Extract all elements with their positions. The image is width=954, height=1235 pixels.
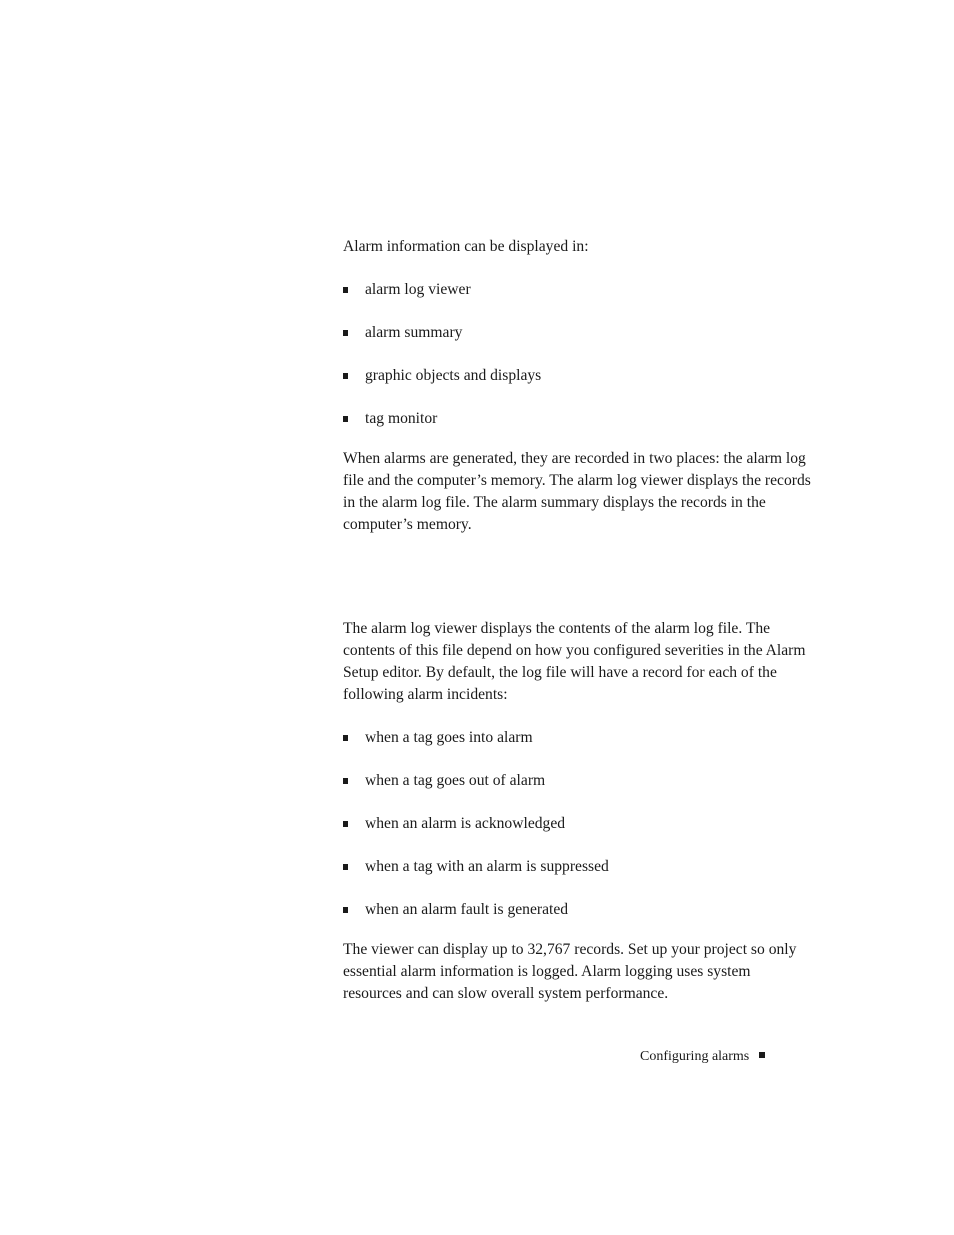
footer-chapter-title: Configuring alarms [640, 1049, 750, 1064]
list-item-text: when a tag with an alarm is suppressed [365, 858, 609, 875]
list-item [343, 727, 813, 749]
list-item [343, 899, 813, 921]
square-bullet-icon [343, 330, 348, 336]
list-item-text: when a tag goes into alarm [365, 729, 533, 746]
list-item-text: alarm log viewer [365, 281, 471, 298]
list-item [343, 408, 813, 430]
list-item [343, 770, 813, 792]
list-item-text: tag monitor [365, 410, 438, 427]
list-item-text: alarm summary [365, 324, 463, 341]
page-footer [640, 1047, 765, 1067]
list-item [343, 856, 813, 878]
recording-paragraph: When alarms are generated, they are recorded in two places: the alarm log file and the computer’s memory. The alarm log viewer displays the records in the alarm log file. The alarm summary displays the records in the computer’s memory. [343, 450, 811, 533]
list-item-text: when an alarm is acknowledged [365, 815, 566, 832]
square-bullet-icon [343, 373, 348, 379]
list-item [343, 813, 813, 835]
alarm-incidents-list [343, 727, 813, 921]
square-bullet-icon [343, 416, 348, 422]
section-spacer [343, 536, 813, 618]
list-item-text: graphic objects and displays [365, 367, 542, 384]
square-bullet-icon [343, 778, 348, 784]
square-bullet-icon [343, 735, 348, 741]
list-item-text: when a tag goes out of alarm [365, 772, 546, 789]
list-item [343, 322, 813, 344]
body-column [343, 236, 813, 1005]
records-limit-paragraph: The viewer can display up to 32,767 records. Set up your project so only essential alarm information is logged. Alarm logging uses system resources and can slow overall system performance. [343, 941, 797, 1002]
intro-paragraph: Alarm information can be displayed in: [343, 238, 589, 255]
square-bullet-icon [343, 907, 348, 913]
square-bullet-icon [343, 864, 348, 870]
log-viewer-paragraph: The alarm log viewer displays the contents of the alarm log file. The contents of this file depend on how you configured severities in the Alarm Setup editor. By default, the log file will have a record for each of the following alarm incidents: [343, 620, 806, 703]
list-item [343, 279, 813, 301]
square-bullet-icon [343, 287, 348, 293]
list-item-text: when an alarm fault is generated [365, 901, 569, 918]
square-bullet-icon [759, 1052, 765, 1058]
list-item [343, 365, 813, 387]
square-bullet-icon [343, 821, 348, 827]
display-locations-list [343, 279, 813, 430]
